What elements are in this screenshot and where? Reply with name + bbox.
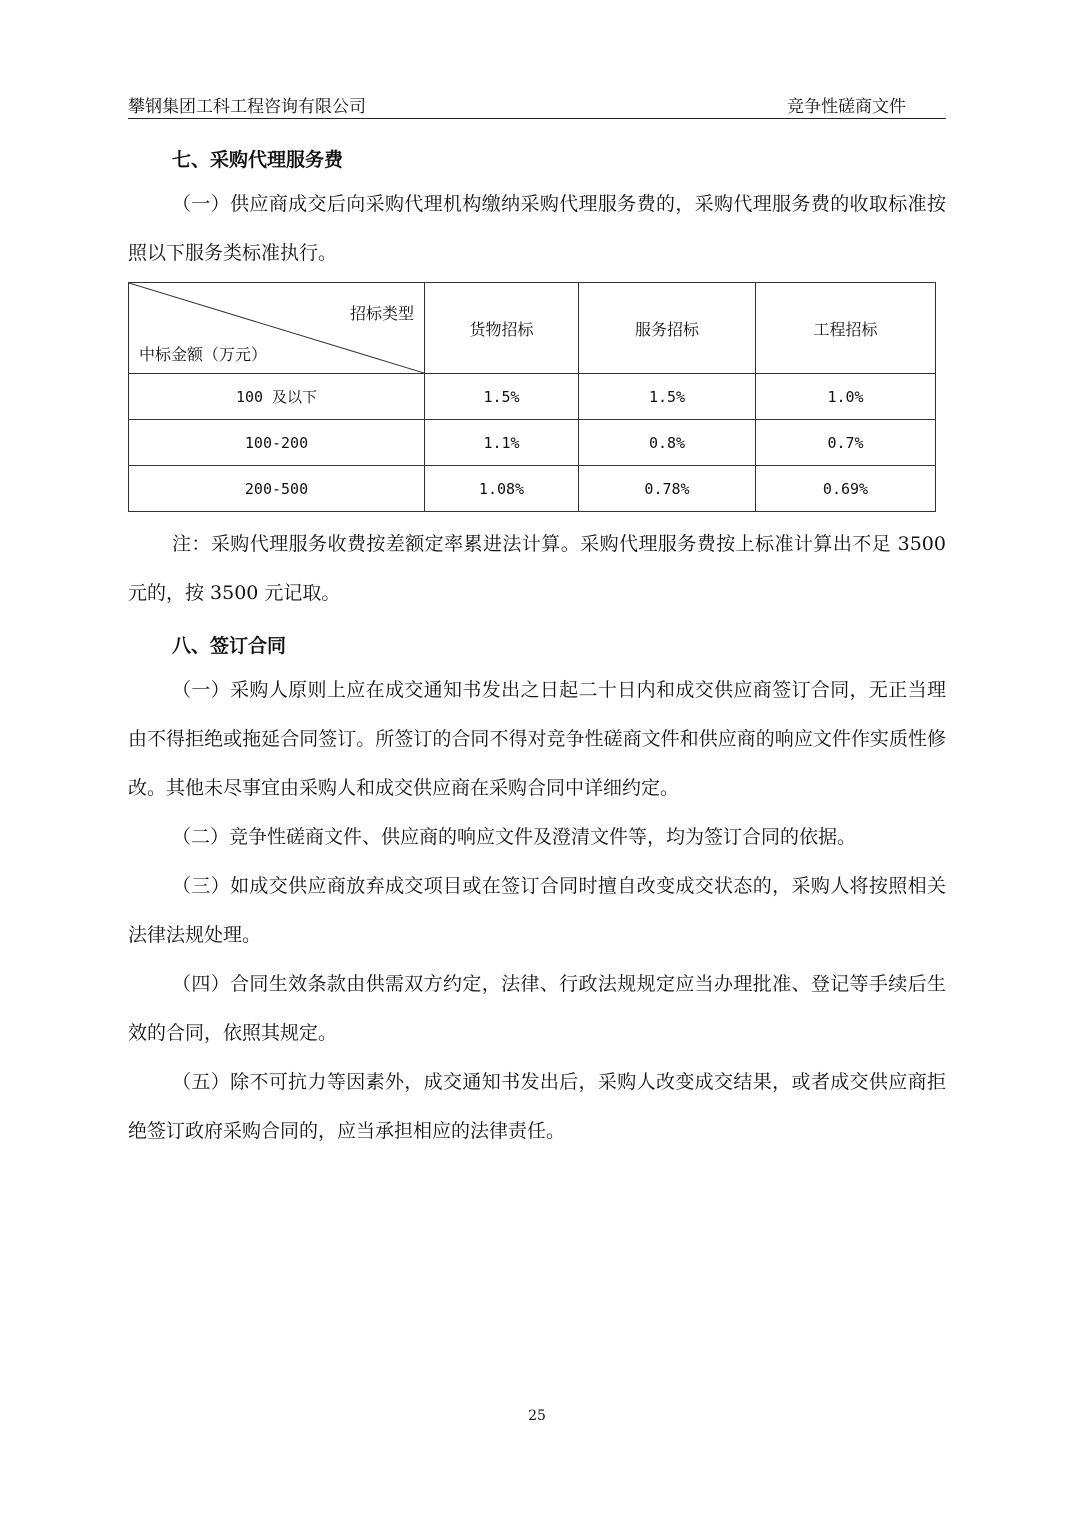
rate-cell: 0.78%	[579, 466, 756, 512]
range-cell: 100 及以下	[129, 374, 425, 420]
rate-cell: 1.5%	[425, 374, 579, 420]
corner-label-type: 招标类型	[349, 304, 414, 323]
section-8-paragraph: （三）如成交供应商放弃成交项目或在签订合同时擅自改变成交状态的，采购人将按照相关法律法规处理。	[128, 875, 946, 946]
section-8-title: 八、签订合同	[172, 635, 287, 657]
rate-cell: 0.69%	[756, 466, 936, 512]
section-7-paragraph: （一）供应商成交后向采购代理机构缴纳采购代理服务费的，采购代理服务费的收取标准按照以下服务类标准执行。	[128, 193, 946, 264]
section-7-title: 七、采购代理服务费	[172, 149, 344, 171]
rate-cell: 0.8%	[579, 420, 756, 466]
header-company: 攀钢集团工科工程咨询有限公司	[128, 97, 366, 117]
rate-cell: 1.0%	[756, 374, 936, 420]
range-cell: 200-500	[129, 466, 425, 512]
table-row	[129, 374, 936, 420]
page-header	[128, 92, 946, 119]
range-cell: 100-200	[129, 420, 425, 466]
page-content	[128, 140, 946, 1156]
column-header: 货物招标	[425, 283, 579, 374]
rate-cell: 1.1%	[425, 420, 579, 466]
header-doc-type: 竞争性磋商文件	[787, 97, 906, 117]
rate-cell: 0.7%	[756, 420, 936, 466]
table-row	[129, 420, 936, 466]
table-corner-cell	[129, 283, 425, 374]
fee-note: 注：采购代理服务收费按差额定率累进法计算。采购代理服务费按上标准计算出不足 3500 元的，按 3500 元记取。	[128, 533, 946, 604]
page-number: 25	[528, 1408, 546, 1424]
section-8-paragraph: （一）采购人原则上应在成交通知书发出之日起二十日内和成交供应商签订合同，无正当理由不得拒绝或拖延合同签订。所签订的合同不得对竞争性磋商文件和供应商的响应文件作实质性修改。其他未尽事宜由采购人和成交供应商在采购合同中详细约定。	[128, 679, 946, 799]
rate-cell: 1.5%	[579, 374, 756, 420]
corner-label-amount: 中标金额（万元）	[139, 345, 268, 364]
section-8-paragraph: （二）竞争性磋商文件、供应商的响应文件及澄清文件等，均为签订合同的依据。	[172, 826, 857, 848]
table-row	[129, 466, 936, 512]
section-8-paragraph: （四）合同生效条款由供需双方约定，法律、行政法规规定应当办理批准、登记等手续后生效的合同，依照其规定。	[128, 973, 946, 1044]
table-header-row	[129, 283, 936, 374]
section-8-paragraph: （五）除不可抗力等因素外，成交通知书发出后，采购人改变成交结果，或者成交供应商拒绝签订政府采购合同的，应当承担相应的法律责任。	[128, 1071, 946, 1142]
rate-cell: 1.08%	[425, 466, 579, 512]
fee-table	[128, 282, 936, 512]
column-header: 工程招标	[756, 283, 936, 374]
column-header: 服务招标	[579, 283, 756, 374]
